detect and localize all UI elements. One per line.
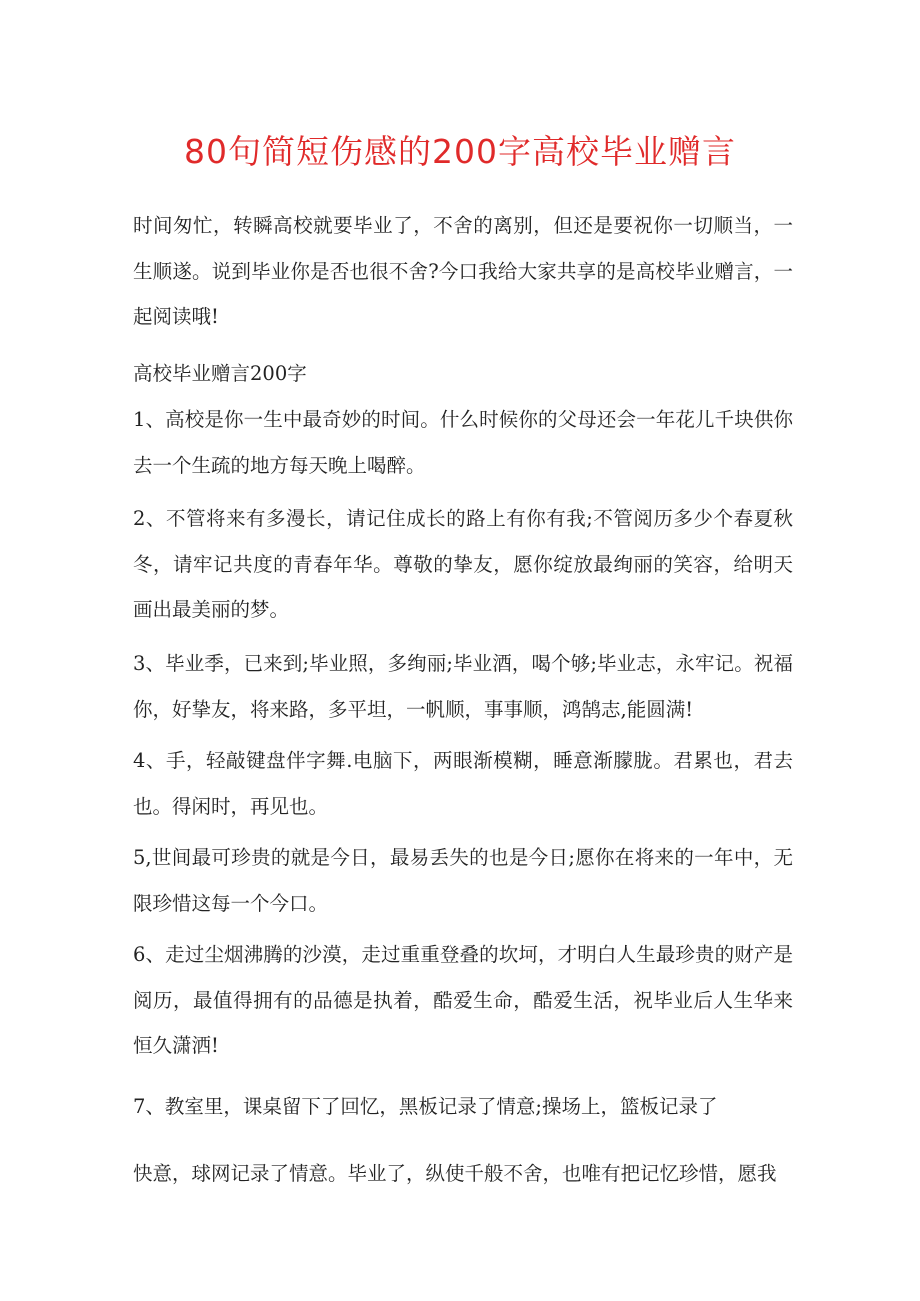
document-title: 80句简短伤感的200字高校毕业赠言 (184, 132, 736, 171)
list-item-3: 3、毕业季，已来到;毕业照，多绚丽;毕业酒，喝个够;毕业志，永牢记。祝福你，好挚友，将来路，多平坦，一帆顺，事事顺，鸿鹄志,能圆满! (133, 652, 793, 721)
list-item-6: 6、走过尘烟沸腾的沙漠，走过重重登叠的坎坷，才明白人生最珍贵的财产是阅历，最值得拥有的品德是执着，酷爱生命，酷爱生活，祝毕业后人生华来恒久潇洒! (133, 943, 793, 1057)
list-item-2: 2、不管将来有多漫长，请记住成长的路上有你有我;不管阅历多少个春夏秋冬，请牢记共度的青春年华。尊敬的挚友，愿你绽放最绚丽的笑容，给明天画出最美丽的梦。 (133, 507, 793, 621)
list-item-7-continuation: 快意，球网记录了情意。毕业了，纵使千般不舍，也唯有把记忆珍惜，愿我 (133, 1162, 777, 1185)
list-item-1: 1、高校是你一生中最奇妙的时间。什么时候你的父母还会一年花儿千块供你去一个生疏的地方每天晚上喝醉。 (133, 408, 793, 477)
list-item-7: 7、教室里，课桌留下了回忆，黑板记录了情意;操场上，篮板记录了 (133, 1095, 718, 1118)
intro-paragraph: 时间匆忙，转瞬高校就要毕业了，不舍的离别，但还是要祝你一切顺当，一生顺遂。说到毕业你是否也很不舍?今口我给大家共享的是高校毕业赠言，一起阅读哦! (133, 214, 793, 328)
list-item-5: 5,世间最可珍贵的就是今日，最易丢失的也是今日;愿你在将来的一年中，无限珍惜这每一个今口。 (133, 846, 793, 915)
section-heading: 高校毕业赠言200字 (133, 362, 307, 385)
list-item-4: 4、手，轻敲键盘伴字舞.电脑下，两眼渐模糊，睡意渐朦胧。君累也，君去也。得闲时，再见也。 (133, 749, 793, 818)
